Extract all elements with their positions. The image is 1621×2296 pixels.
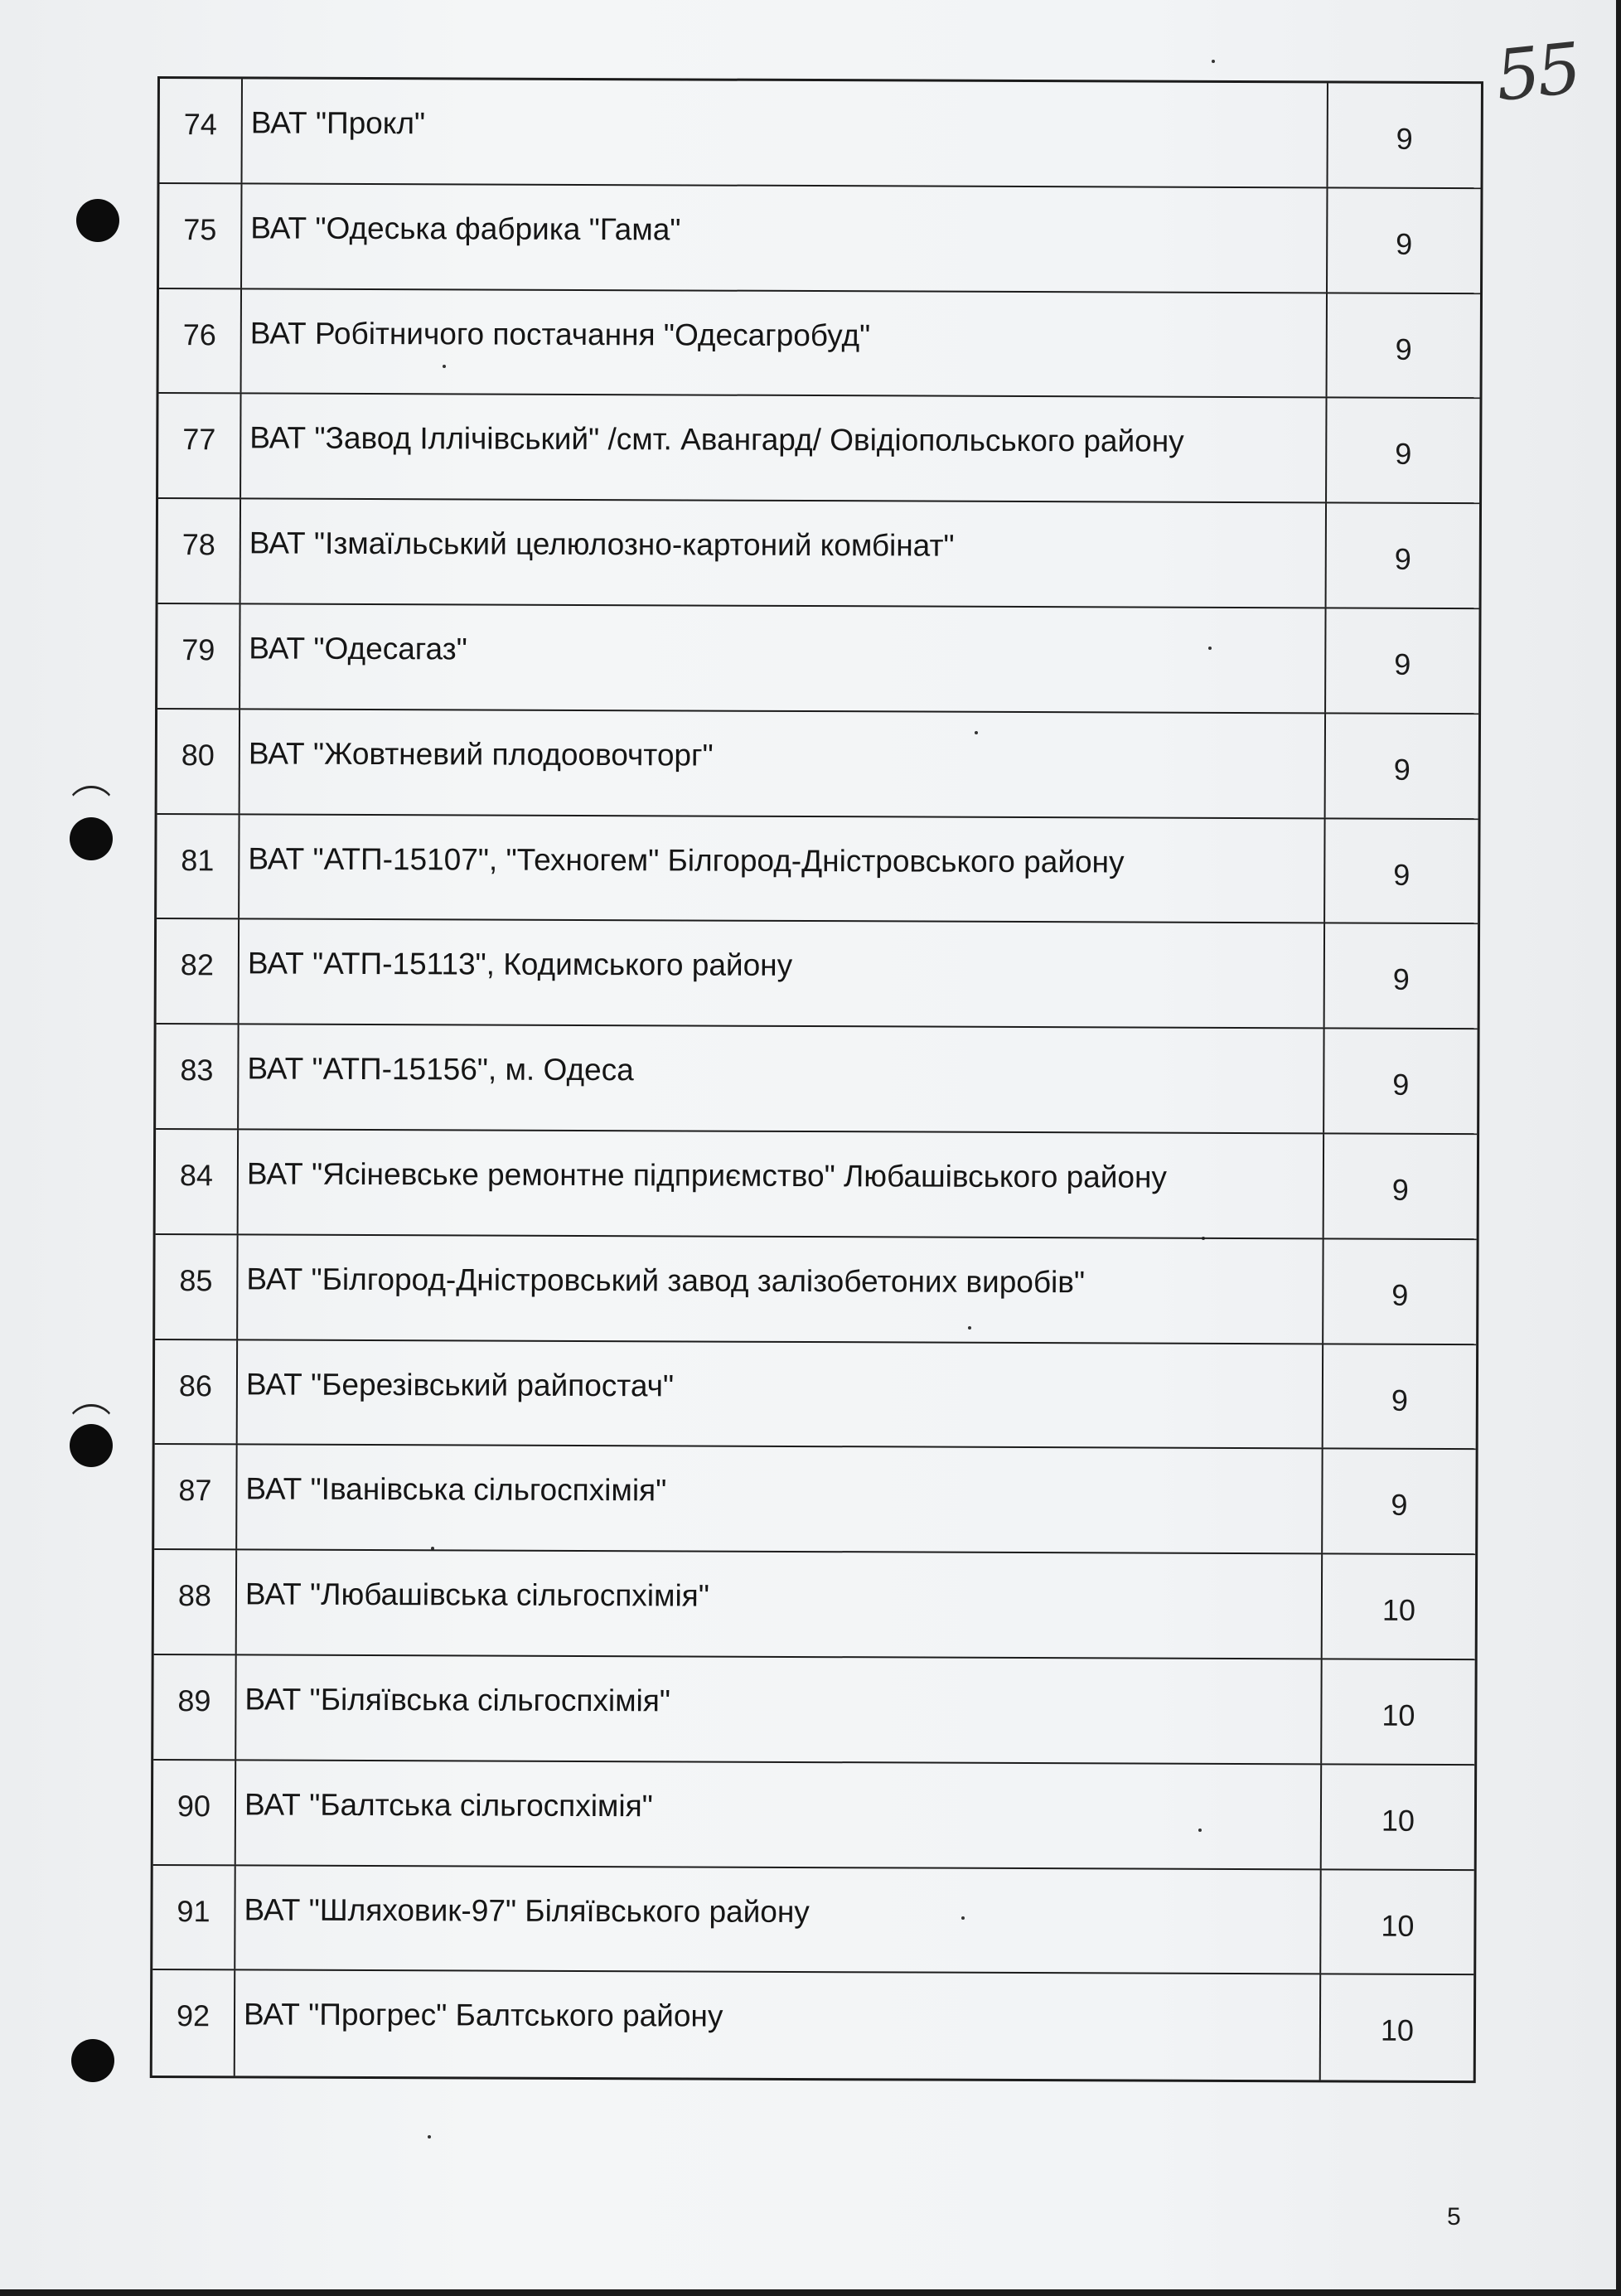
row-number: 86 — [155, 1340, 238, 1444]
row-number: 78 — [158, 499, 241, 603]
table-row — [156, 1024, 1477, 1135]
enterprise-name: ВАТ "Завод Іллічівський" /смт. Авангард/ Овідіопольського району — [241, 395, 1327, 502]
table-row — [157, 604, 1478, 714]
enterprise-name: ВАТ "Жовтневий плодоовочторг" — [240, 710, 1326, 817]
row-value: 9 — [1391, 1488, 1408, 1523]
row-number: 87 — [154, 1445, 237, 1548]
enterprise-name: ВАТ "АТП-15113", Кодимського району — [240, 920, 1325, 1028]
handwritten-page-number: 55 — [1492, 27, 1582, 117]
table-row — [153, 1655, 1474, 1766]
table-row — [155, 1340, 1476, 1451]
table-row — [154, 1550, 1475, 1660]
row-value: 9 — [1395, 332, 1412, 366]
row-value: 9 — [1396, 226, 1413, 261]
row-value: 10 — [1381, 1592, 1416, 1627]
enterprise-name: ВАТ "Шляховик-97" Біляївського району — [235, 1866, 1321, 1974]
row-number: 84 — [156, 1130, 239, 1233]
row-value: 9 — [1393, 857, 1411, 892]
row-value: 10 — [1381, 1908, 1415, 1943]
enterprise-name: ВАТ "Прокл" — [243, 79, 1328, 186]
punch-hole-1 — [76, 199, 119, 242]
row-number: 83 — [156, 1024, 239, 1128]
table-row — [160, 79, 1481, 189]
enterprise-name: ВАТ "Ізмаїльський целюлозно-картоний комбінат" — [241, 500, 1327, 608]
row-value: 9 — [1395, 437, 1412, 472]
row-value: 9 — [1391, 1383, 1408, 1417]
row-value: 9 — [1394, 541, 1411, 577]
row-value: 9 — [1396, 121, 1413, 156]
row-value: 9 — [1392, 1067, 1410, 1102]
enterprise-name: ВАТ "Одесагаз" — [240, 604, 1326, 712]
row-value: 9 — [1393, 752, 1411, 787]
row-value: 9 — [1391, 1172, 1409, 1207]
table-row — [154, 1445, 1475, 1555]
punch-hole-2 — [70, 817, 113, 860]
enterprise-name: ВАТ Робітничого постачання "Одесагробуд" — [242, 289, 1328, 397]
table-row — [155, 1235, 1476, 1345]
row-number: 80 — [157, 710, 240, 813]
enterprise-table — [150, 76, 1483, 2083]
enterprise-name: ВАТ "Березівський райпостач" — [238, 1340, 1323, 1448]
enterprise-name: ВАТ "Ясіневське ремонтне підприємство" Любашівського району — [239, 1130, 1324, 1238]
table-row — [152, 1970, 1473, 2080]
page-number: 5 — [1447, 2203, 1461, 2231]
table-row — [153, 1761, 1474, 1871]
table-row — [157, 710, 1478, 820]
row-value: 10 — [1381, 1803, 1415, 1838]
table-row — [158, 499, 1479, 609]
row-number: 74 — [160, 79, 243, 182]
row-number: 91 — [152, 1866, 235, 1969]
row-value: 9 — [1392, 962, 1410, 997]
enterprise-name: ВАТ "АТП-15156", м. Одеса — [239, 1025, 1324, 1133]
table-row — [159, 184, 1480, 294]
enterprise-name: ВАТ "Прогрес" Балтського району — [235, 1971, 1321, 2080]
row-number: 76 — [159, 289, 242, 393]
enterprise-name: ВАТ "Білгород-Дністровський завод залізобетоних виробів" — [238, 1235, 1323, 1343]
table-row — [159, 289, 1480, 400]
enterprise-name: ВАТ "Балтська сільгоспхімія" — [236, 1761, 1322, 1868]
punch-hole-3 — [70, 1424, 113, 1467]
row-number: 89 — [153, 1655, 236, 1759]
row-number: 90 — [153, 1761, 236, 1864]
row-value: 9 — [1394, 647, 1411, 681]
table-row — [152, 1866, 1473, 1976]
row-value: 10 — [1380, 2013, 1415, 2048]
table-row — [157, 919, 1478, 1029]
row-number: 88 — [154, 1550, 237, 1654]
row-number: 81 — [157, 815, 240, 918]
row-number: 77 — [158, 394, 241, 497]
enterprise-name: ВАТ "Одеська фабрика "Гама" — [242, 184, 1328, 292]
scan-speck — [1212, 60, 1215, 63]
row-number: 85 — [155, 1235, 238, 1339]
enterprise-name: ВАТ "Біляївська сільгоспхімія" — [236, 1655, 1322, 1763]
table-row — [156, 1130, 1477, 1240]
table-row — [157, 815, 1478, 925]
table-row — [158, 394, 1479, 504]
punch-hole-4 — [71, 2039, 114, 2082]
row-number: 82 — [157, 919, 240, 1023]
row-value: 9 — [1391, 1277, 1409, 1312]
enterprise-name: ВАТ "Любашівська сільгоспхімія" — [237, 1551, 1323, 1659]
scan-speck — [428, 2135, 431, 2139]
row-number: 92 — [152, 1970, 235, 2076]
enterprise-name: ВАТ "Іванівська сільгоспхімія" — [237, 1446, 1323, 1553]
row-number: 79 — [157, 604, 240, 708]
row-value: 10 — [1381, 1698, 1415, 1732]
row-number: 75 — [159, 184, 242, 288]
enterprise-name: ВАТ "АТП-15107", "Техногем" Білгород-Дністровського району — [240, 815, 1325, 923]
